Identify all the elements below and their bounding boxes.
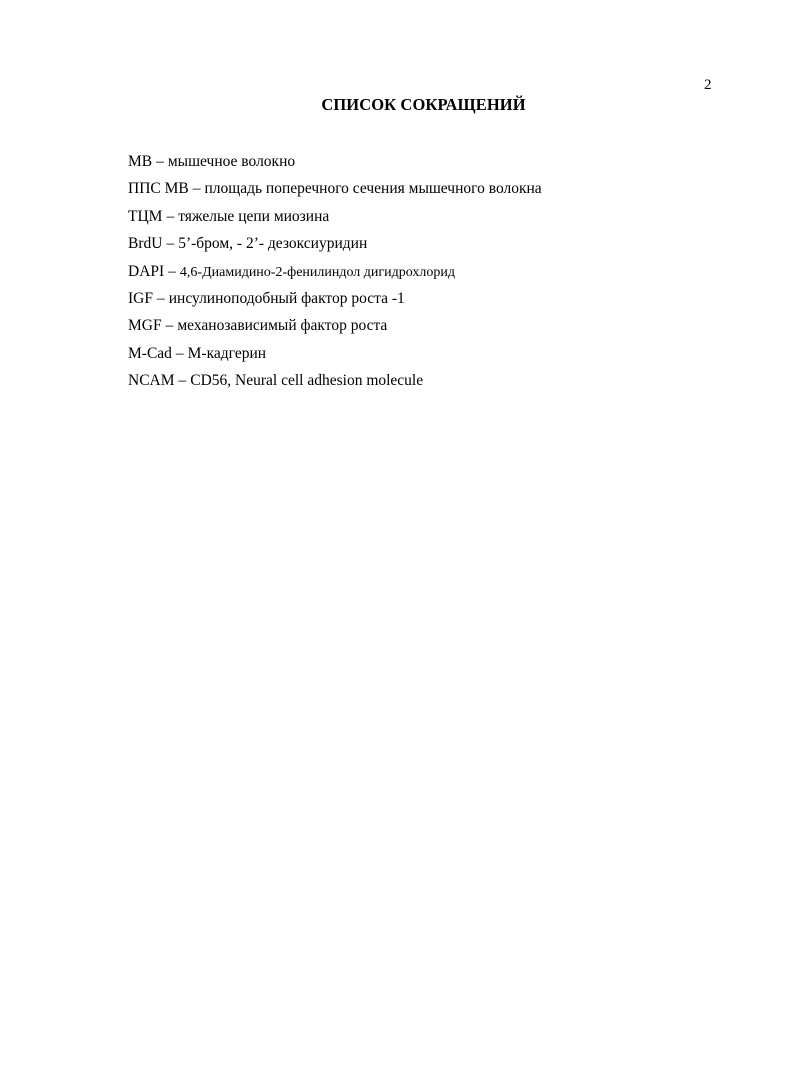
abbreviation-term: NCAM <box>128 372 175 390</box>
list-item <box>128 345 542 372</box>
abbreviation-definition: площадь поперечного сечения мышечного волокна <box>204 180 542 198</box>
abbreviation-definition: 5’-бром, - 2’- дезоксиуридин <box>178 235 368 253</box>
abbreviation-definition: 4,6-Диамидино-2-фенилиндол дигидрохлорид <box>179 264 456 280</box>
abbreviation-term: BrdU <box>128 235 163 253</box>
abbreviation-term: DAPI <box>128 262 165 280</box>
list-item <box>128 372 542 399</box>
abbreviation-definition: М-кадгерин <box>187 344 267 362</box>
dash-separator: – <box>156 153 164 170</box>
dash-separator: – <box>178 372 187 390</box>
dash-separator: – <box>168 262 176 280</box>
dash-separator: – <box>192 180 201 198</box>
abbreviation-definition: механозависимый фактор роста <box>177 317 388 335</box>
abbreviation-term: ТЦМ <box>128 207 163 225</box>
abbreviation-list <box>128 153 542 400</box>
list-item <box>128 180 542 207</box>
dash-separator: – <box>166 235 175 253</box>
abbreviation-term: ППС МВ <box>128 180 189 198</box>
page-number: 2 <box>704 77 712 93</box>
abbreviation-definition: CD56, Neural cell adhesion molecule <box>190 372 424 390</box>
list-item <box>128 290 542 317</box>
abbreviation-definition: тяжелые цепи миозина <box>178 207 330 225</box>
abbreviation-term: IGF <box>128 289 153 307</box>
abbreviation-term: M-Cad <box>128 344 172 362</box>
abbreviation-term: МВ <box>128 153 153 170</box>
page-title: СПИСОК СОКРАЩЕНИЙ <box>321 95 526 114</box>
list-item <box>128 235 542 262</box>
dash-separator: – <box>156 289 165 307</box>
dash-separator: – <box>165 317 174 335</box>
list-item <box>128 317 542 344</box>
abbreviation-definition: инсулиноподобный фактор роста -1 <box>168 289 405 307</box>
abbreviation-term: MGF <box>128 317 162 335</box>
list-item <box>128 208 542 235</box>
dash-separator: – <box>166 207 175 225</box>
list-item <box>128 153 542 180</box>
abbreviation-definition: мышечное волокно <box>167 153 296 170</box>
list-item <box>128 263 542 290</box>
dash-separator: – <box>175 344 184 362</box>
